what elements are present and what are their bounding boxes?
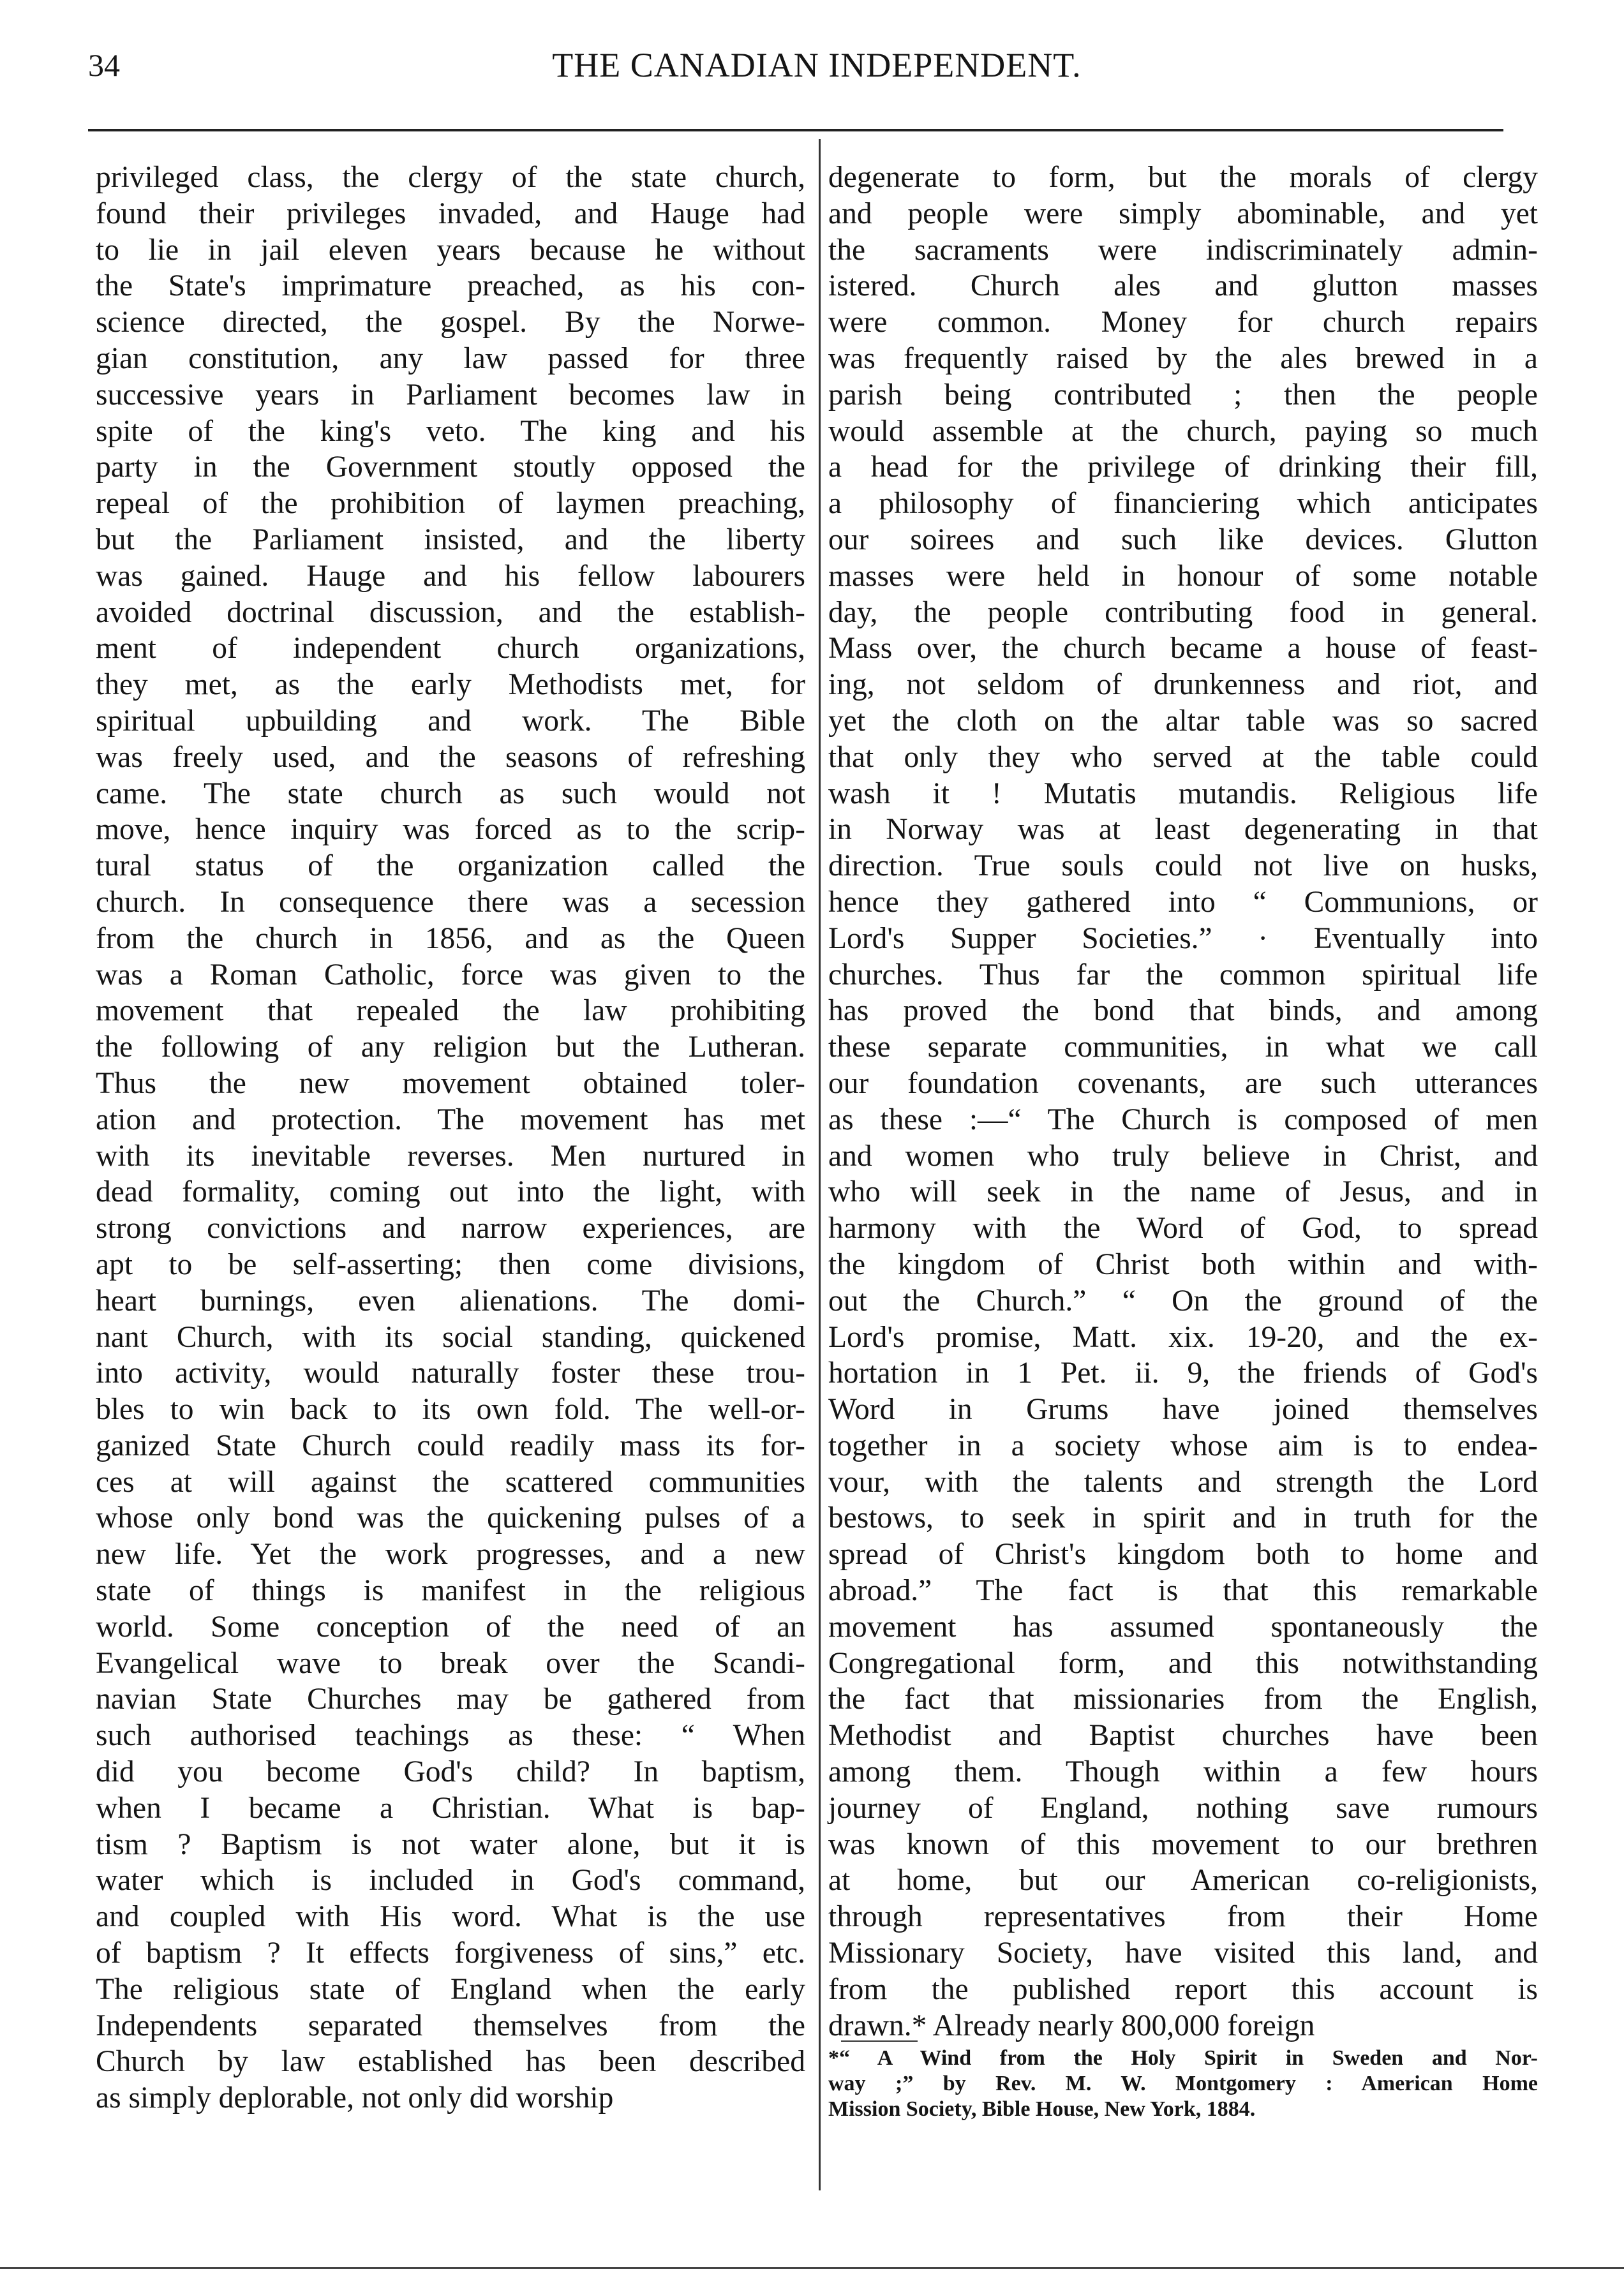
text-line: a philosophy of financiering which anticipates <box>828 487 1538 521</box>
text-line: day, the people contributing food in general. <box>828 595 1538 629</box>
text-line: party in the Government stoutly opposed the <box>96 450 805 484</box>
text-line: with its inevitable reverses. Men nurtured in <box>96 1139 805 1173</box>
text-line: who will seek in the name of Jesus, and in <box>828 1175 1538 1209</box>
text-line: Mass over, the church became a house of feast- <box>828 632 1538 665</box>
text-line: navian State Churches may be gathered from <box>96 1683 805 1716</box>
text-line: whose only bond was the quickening pulses of a <box>96 1501 805 1535</box>
text-line: privileged class, the clergy of the state church, <box>96 161 805 194</box>
text-line: harmony with the Word of God, to spread <box>828 1212 1538 1245</box>
running-head-title: THE CANADIAN INDEPENDENT. <box>552 46 1082 84</box>
header-rule <box>88 129 1503 131</box>
text-line: a head for the privilege of drinking their fill, <box>828 450 1538 484</box>
right-column <box>828 160 1538 2044</box>
text-line: yet the cloth on the altar table was so sacred <box>828 704 1538 738</box>
text-line: movement that repealed the law prohibiting <box>96 994 805 1028</box>
text-line: and people were simply abominable, and yet <box>828 197 1538 230</box>
text-line: into activity, would naturally foster these trou- <box>96 1356 805 1390</box>
text-line: movement has assumed spontaneously the <box>828 1610 1538 1644</box>
text-line: Congregational form, and this notwithstanding <box>828 1646 1538 1680</box>
text-line: tism ? Baptism is not water alone, but it is <box>96 1827 805 1861</box>
text-line: Evangelical wave to break over the Scandi- <box>96 1646 805 1680</box>
text-line: church. In consequence there was a secession <box>96 885 805 919</box>
text-line: dead formality, coming out into the light, with <box>96 1175 805 1209</box>
text-line: istered. Church ales and glutton masses <box>828 269 1538 303</box>
text-line: and women who truly believe in Christ, and <box>828 1139 1538 1173</box>
text-line: Missionary Society, have visited this land, and <box>828 1936 1538 1970</box>
text-line: that only they who served at the table could <box>828 740 1538 774</box>
text-line: direction. True souls could not live on husks, <box>828 849 1538 883</box>
text-line: degenerate to form, but the morals of clergy <box>828 161 1538 194</box>
text-line: has proved the bond that binds, and among <box>828 994 1538 1028</box>
text-line: bestows, to seek in spirit and in truth for the <box>828 1501 1538 1535</box>
text-line: these separate communities, in what we call <box>828 1030 1538 1064</box>
text-line: in Norway was at least degenerating in that <box>828 813 1538 847</box>
text-line: did you become God's child? In baptism, <box>96 1755 805 1789</box>
text-line: was a Roman Catholic, force was given to the <box>96 958 805 992</box>
footnote-line: Mission Society, Bible House, New York, 1884. <box>828 2097 1256 2121</box>
text-line: churches. Thus far the common spiritual life <box>828 958 1538 992</box>
text-line: ganized State Church could readily mass its for- <box>96 1429 805 1462</box>
text-line: as simply deplorable, not only did worship <box>96 2081 614 2115</box>
footnote-line: way ;” by Rev. M. W. Montgomery : American Home <box>828 2072 1538 2095</box>
left-column <box>96 160 805 2116</box>
text-line: Thus the new movement obtained toler- <box>96 1066 805 1100</box>
text-line: ment of independent church organizations, <box>96 632 805 665</box>
text-line: when I became a Christian. What is bap- <box>96 1791 805 1825</box>
text-line: hence they gathered into “ Communions, or <box>828 885 1538 919</box>
text-line: was gained. Hauge and his fellow labourers <box>96 559 805 593</box>
text-line: was known of this movement to our brethren <box>828 1827 1538 1861</box>
text-line: were common. Money for church repairs <box>828 306 1538 339</box>
text-line: science directed, the gospel. By the Norwe- <box>96 306 805 339</box>
text-line: The religious state of England when the early <box>96 1972 805 2006</box>
text-line: apt to be self-asserting; then come divisions, <box>96 1247 805 1281</box>
column-divider <box>819 139 821 2190</box>
text-line: hortation in 1 Pet. ii. 9, the friends of God's <box>828 1356 1538 1390</box>
text-line: Word in Grums have joined themselves <box>828 1393 1538 1427</box>
text-line: would assemble at the church, paying so much <box>828 414 1538 448</box>
text-line: the State's imprimature preached, as his con- <box>96 269 805 303</box>
text-line: Lord's promise, Matt. xix. 19-20, and the ex- <box>828 1320 1538 1354</box>
text-line: world. Some conception of the need of an <box>96 1610 805 1644</box>
text-line: at home, but our American co-religionists, <box>828 1864 1538 1898</box>
text-line: nant Church, with its social standing, quickened <box>96 1320 805 1354</box>
text-line: was freely used, and the seasons of refreshing <box>96 740 805 774</box>
text-line: strong convictions and narrow experiences, are <box>96 1212 805 1245</box>
text-line: spread of Christ's kingdom both to home and <box>828 1538 1538 1572</box>
text-line: water which is included in God's command, <box>96 1864 805 1898</box>
text-line: they met, as the early Methodists met, for <box>96 668 805 702</box>
text-line: Church by law established has been described <box>96 2045 805 2079</box>
text-line: journey of England, nothing save rumours <box>828 1791 1538 1825</box>
text-line: wash it ! Mutatis mutandis. Religious life <box>828 777 1538 810</box>
text-line: repeal of the prohibition of laymen preaching, <box>96 487 805 521</box>
text-line: from the church in 1856, and as the Queen <box>96 921 805 955</box>
text-line: from the published report this account is <box>828 1972 1538 2006</box>
text-line: our foundation covenants, are such utterances <box>828 1066 1538 1100</box>
text-line: ces at will against the scattered communities <box>96 1465 805 1499</box>
footnote-rule <box>841 2040 918 2042</box>
text-line: the kingdom of Christ both within and with- <box>828 1247 1538 1281</box>
text-line: Methodist and Baptist churches have been <box>828 1719 1538 1753</box>
text-line: through representatives from their Home <box>828 1900 1538 1934</box>
text-line: masses were held in honour of some notable <box>828 559 1538 593</box>
footnote <box>828 2046 1538 2122</box>
text-line: the sacraments were indiscriminately admin- <box>828 233 1538 267</box>
text-line: move, hence inquiry was forced as to the scrip- <box>96 813 805 847</box>
text-line: vour, with the talents and strength the Lord <box>828 1465 1538 1499</box>
text-line: new life. Yet the work progresses, and a new <box>96 1538 805 1572</box>
text-line: drawn.* Already nearly 800,000 foreign <box>828 2009 1315 2042</box>
text-line: parish being contributed ; then the people <box>828 378 1538 412</box>
text-line: together in a society whose aim is to endea- <box>828 1429 1538 1462</box>
text-line: and coupled with His word. What is the use <box>96 1900 805 1934</box>
text-line: found their privileges invaded, and Hauge had <box>96 197 805 230</box>
text-line: state of things is manifest in the religious <box>96 1574 805 1608</box>
text-line: as these :—“ The Church is composed of men <box>828 1103 1538 1136</box>
text-line: successive years in Parliament becomes law in <box>96 378 805 412</box>
text-line: spiritual upbuilding and work. The Bible <box>96 704 805 738</box>
text-line: came. The state church as such would not <box>96 777 805 810</box>
text-line: avoided doctrinal discussion, and the establish- <box>96 595 805 629</box>
text-line: to lie in jail eleven years because he without <box>96 233 805 267</box>
text-line: bles to win back to its own fold. The well-or- <box>96 1393 805 1427</box>
text-line: abroad.” The fact is that this remarkable <box>828 1574 1538 1608</box>
text-line: of baptism ? It effects forgiveness of sins,” etc. <box>96 1936 805 1970</box>
text-line: out the Church.” “ On the ground of the <box>828 1284 1538 1318</box>
text-line: among them. Though within a few hours <box>828 1755 1538 1789</box>
text-line: tural status of the organization called the <box>96 849 805 883</box>
text-line: such authorised teachings as these: “ When <box>96 1719 805 1753</box>
page-number: 34 <box>88 47 120 83</box>
text-line: Independents separated themselves from the <box>96 2009 805 2042</box>
text-line: heart burnings, even alienations. The domi- <box>96 1284 805 1318</box>
text-line: the following of any religion but the Lutheran. <box>96 1030 805 1064</box>
bottom-rule <box>0 2267 1624 2269</box>
text-line: the fact that missionaries from the English, <box>828 1683 1538 1716</box>
text-line: spite of the king's veto. The king and his <box>96 414 805 448</box>
text-line: was frequently raised by the ales brewed in a <box>828 341 1538 375</box>
text-line: gian constitution, any law passed for three <box>96 341 805 375</box>
text-line: our soirees and such like devices. Glutton <box>828 523 1538 556</box>
text-line: ing, not seldom of drunkenness and riot, and <box>828 668 1538 702</box>
text-line: Lord's Supper Societies.” · Eventually into <box>828 921 1538 955</box>
footnote-line: *“ A Wind from the Holy Spirit in Sweden and Nor- <box>828 2046 1538 2070</box>
text-line: ation and protection. The movement has met <box>96 1103 805 1136</box>
text-line: but the Parliament insisted, and the liberty <box>96 523 805 556</box>
